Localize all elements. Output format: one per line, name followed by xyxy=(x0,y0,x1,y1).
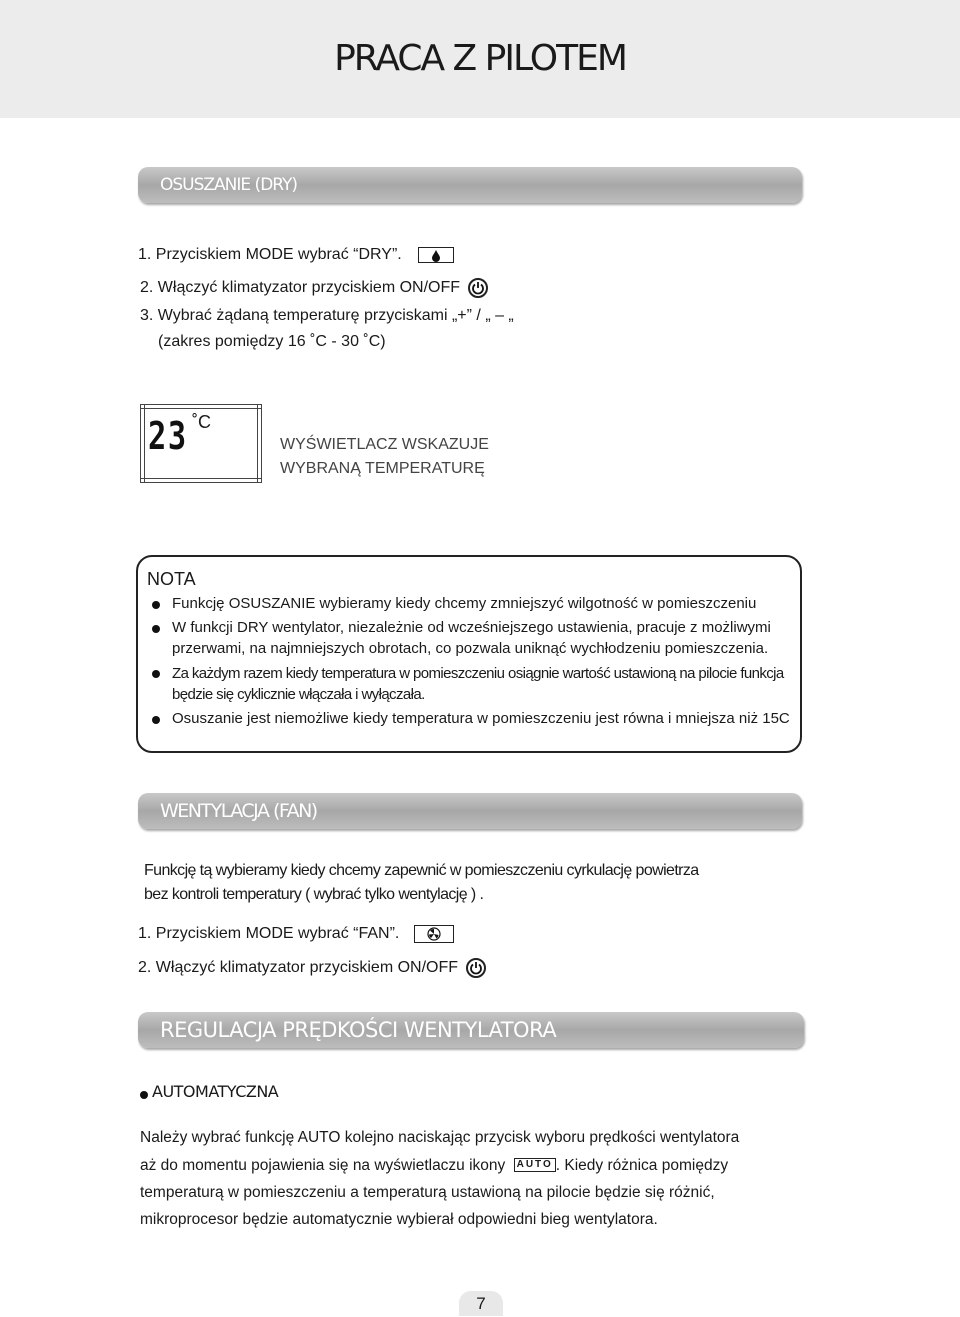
section-heading-fan-speed: REGULACJA PRĘDKOŚCI WENTYLATORA xyxy=(138,1012,804,1048)
section-heading-dry: OSUSZANIE (DRY) xyxy=(138,167,802,203)
page-title: PRACA Z PILOTEM xyxy=(334,38,626,79)
auto-bullet xyxy=(140,1091,148,1099)
auto-mode-title: AUTOMATYCZNA xyxy=(152,1082,279,1101)
auto-paragraph-line-2b: . Kiedy różnica pomiędzy xyxy=(555,1157,729,1174)
note-item-2-line-1: W funkcji DRY wentylator, niezależnie od wcześniejszego ustawienia, pracuje z możliwymi xyxy=(172,619,771,636)
note-item-3-line-1: Za każdym razem kiedy temperatura w pomieszczeniu osiągnie wartość ustawioną na pilocie funkcja xyxy=(172,665,784,682)
auto-paragraph-line-3: temperaturą w pomieszczeniu a temperaturą ustawioną na pilocie będzie się różnić, xyxy=(140,1184,715,1201)
display-caption-line-2: WYBRANĄ TEMPERATURĘ xyxy=(280,460,485,477)
note-item-3-line-2: będzie się cyklicznie włączała i wyłączała. xyxy=(172,686,425,703)
dry-step-2 xyxy=(140,278,488,298)
note-bullet xyxy=(152,716,160,724)
auto-paragraph-line-2 xyxy=(140,1157,728,1175)
dry-step-1-text: 1. Przyciskiem MODE wybrać “DRY”. xyxy=(138,246,402,263)
dry-step-2-text: 2. Włączyć klimatyzator przyciskiem ON/OFF xyxy=(140,279,461,297)
auto-paragraph-line-4: mikroprocesor będzie automatycznie wybierał odpowiedni bieg wentylatora. xyxy=(140,1211,658,1228)
display-temperature-unit: ˚C xyxy=(192,412,211,432)
page-number: 7 xyxy=(459,1291,503,1316)
note-item-4: Osuszanie jest niemożliwe kiedy temperatura w pomieszczeniu jest równa i mniejsza niż 15C xyxy=(172,710,790,727)
display-caption-line-1: WYŚWIETLACZ WSKAZUJE xyxy=(280,436,489,453)
dry-step-1 xyxy=(138,246,454,264)
note-item-1: Funkcję OSUSZANIE wybieramy kiedy chcemy zmniejszyć wilgotność w pomieszczeniu xyxy=(172,595,757,612)
fan-intro-line-1: Funkcję tą wybieramy kiedy chcemy zapewnić w pomieszczeniu cyrkulację powietrza xyxy=(144,862,699,879)
note-item-2-line-2: przerwami, na najmniejszych obrotach, co pozwala uniknąć wychłodzeniu pomieszczenia. xyxy=(172,640,769,657)
fan-step-1 xyxy=(138,925,454,943)
auto-paragraph-line-1: Należy wybrać funkcję AUTO kolejno naciskając przycisk wyboru prędkości wentylatora xyxy=(140,1129,740,1146)
section-heading-fan: WENTYLACJA (FAN) xyxy=(138,793,802,829)
power-icon xyxy=(468,278,488,298)
fan-step-2 xyxy=(138,958,486,978)
temperature-display xyxy=(140,404,262,482)
note-title: NOTA xyxy=(147,569,196,589)
power-icon xyxy=(466,958,486,978)
note-bullet xyxy=(152,625,160,633)
water-drop-icon xyxy=(418,247,454,263)
fan-step-1-text: 1. Przyciskiem MODE wybrać “FAN”. xyxy=(138,925,400,943)
note-bullet xyxy=(152,601,160,609)
auto-icon: AUTO xyxy=(514,1158,556,1172)
fan-step-2-text: 2. Włączyć klimatyzator przyciskiem ON/OFF xyxy=(138,959,459,977)
dry-step-3: 3. Wybrać żądaną temperaturę przyciskami „+” / „ – „ xyxy=(140,307,514,324)
display-temperature-value: 23 xyxy=(148,414,188,458)
fan-icon xyxy=(414,925,454,943)
dry-step-3-range: (zakres pomiędzy 16 ˚C - 30 ˚C) xyxy=(158,333,386,350)
note-bullet xyxy=(152,670,160,678)
auto-paragraph-line-2a: aż do momentu pojawienia się na wyświetlaczu ikony xyxy=(140,1157,506,1174)
fan-intro-line-2: bez kontroli temperatury ( wybrać tylko wentylację ) . xyxy=(144,886,484,903)
